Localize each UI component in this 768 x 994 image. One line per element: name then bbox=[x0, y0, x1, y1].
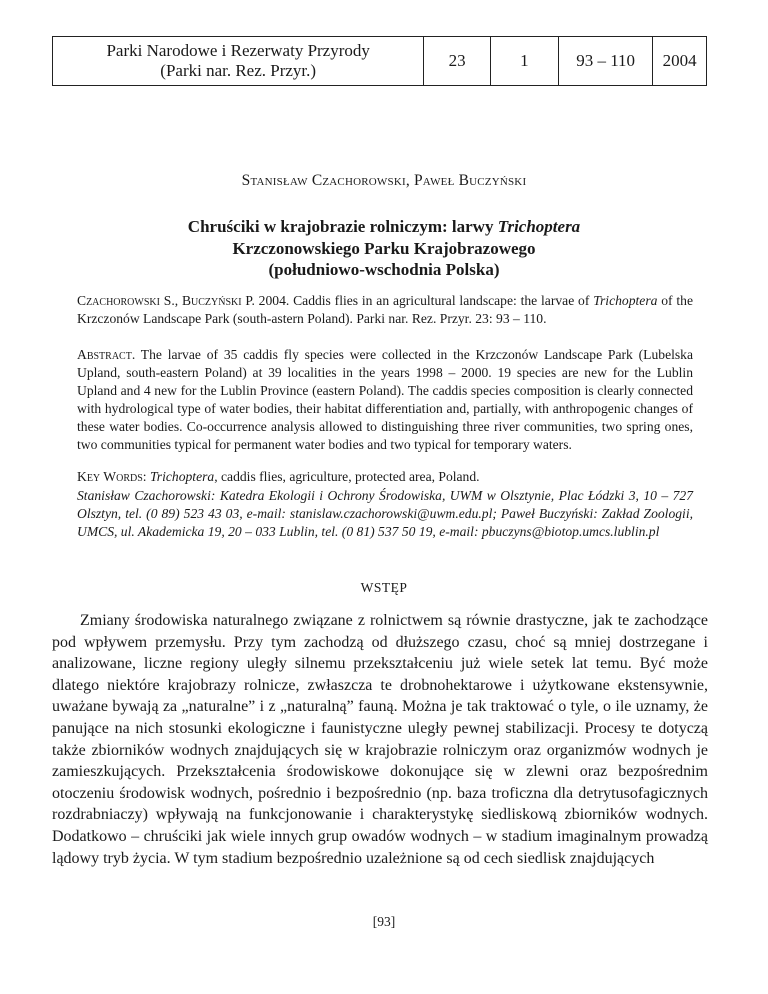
abstract-label: Abstract. bbox=[77, 347, 136, 362]
title-line-1: Chruściki w krajobrazie rolniczym: larwy Trichoptera bbox=[187, 217, 581, 236]
title-taxon: Trichoptera bbox=[497, 217, 581, 236]
citation: Czachorowski S., Buczyński P. 2004. Caddis flies in an agricultural landscape: the larvae of Trichoptera of the Krzczonów Landscape Park (south-astern Poland). Parki nar. Rez. Przyr. 23: 93 – 110. bbox=[77, 293, 693, 326]
abstract bbox=[77, 346, 693, 454]
keywords-label: Key Words: bbox=[77, 469, 147, 484]
issue-cell: 1 bbox=[490, 37, 558, 86]
abstract-text: The larvae of 35 caddis fly species were collected in the Krzczonów Landscape Park (Lubelska Upland, south-eastern Poland) at 39 localities in the years 1998 – 2000. 19 species are new for the Lublin Upland and 4 new for the Lublin Province (eastern Poland). The caddis species composition is clearly connected with hydrological type of water bodies, their habitat differentiation and, partially, with anthropogenic changes of these water bodies. Co-occurrence analysis allowed to distinguishing three river communities, two spring ones, two communities typical for permanent water bodies and two typical for temporary waters. bbox=[77, 347, 693, 452]
keywords-taxon: Trichoptera bbox=[150, 469, 215, 484]
journal-abbrev: (Parki nar. Rez. Przyr.) bbox=[160, 61, 317, 80]
citation-authors: Czachorowski S., Buczyński P. bbox=[77, 293, 255, 308]
journal-name-cell bbox=[53, 37, 424, 86]
article-title bbox=[0, 216, 768, 281]
title-line-3: (południowo-wschodnia Polska) bbox=[268, 260, 500, 279]
authors-line: Stanisław Czachorowski, Paweł Buczyński bbox=[241, 172, 527, 189]
section-heading: WSTĘP bbox=[360, 580, 408, 595]
journal-name: Parki Narodowe i Rezerwaty Przyrody bbox=[106, 41, 370, 60]
keywords bbox=[77, 468, 693, 486]
keywords-text: , caddis flies, agriculture, protected area, Poland. bbox=[214, 469, 480, 484]
title-line-2: Krzczonowskiego Parku Krajobrazowego bbox=[232, 238, 536, 258]
body-paragraph: Zmiany środowiska naturalnego związane z rolnictwem są równie drastyczne, jak te zachodzące pod wpływem przemysłu. Przy tym zachodzą od dłuższego czasu, choć są mniej dostrzegane i analizowane, liczne regiony uległy silnemu przekształceniu już wiele setek lat temu. Być może dlatego niektóre krajobrazy rolnicze, zwłaszcza te drobnohektarowe i użytkowane ekstensywnie, uważane bywają za „naturalne” i z „naturalną” fauną. Można je tak traktować o tyle, o ile uznamy, że panujące na nich stosunki ekologiczne i faunistyczne uległy pewnej stabilizacji. Procesy te dotyczą także zbiorników wodnych znajdujących się w krajobrazie rolniczym oraz organizmów wodnych je zamieszkujących. Przekształcenia środowiskowe dokonujące się w zlewni oraz bezpośrednim otoczeniu środowisk wodnych, pośrednio i bezpośrednio (np. baza troficzna dla detrytusofagicznych rozdrabniaczy) wpływają na funkcjonowanie i charakterystykę siedliskową zbiorników wodnych. Dodatkowo – chruściki jak wiele innych grup owadów wodnych – w stadium imaginalnym prowadzą lądowy tryb życia. W tym stadium bezpośrednio uzależnione są od cech siedlisk znajdujących bbox=[52, 612, 708, 867]
citation-taxon: Trichoptera bbox=[593, 293, 658, 308]
author-addresses: Stanisław Czachorowski: Katedra Ekologii i Ochrony Środowiska, UWM w Olsztynie, Plac Łódzki 3, 10 – 727 Olsztyn, tel. (0 89) 523 43 03, e-mail: stanislaw.czachorowski@uwm.edu.pl; Paweł Buczyński: Zakład Zoologii, UMCS, ul. Akademicka 19, 20 – 033 Lublin, tel. (0 81) 537 50 19, e-mail: pbuczyns@biotop.umcs.lublin.pl bbox=[77, 488, 693, 539]
pages-cell: 93 – 110 bbox=[559, 37, 653, 86]
journal-header-table bbox=[52, 36, 707, 86]
year-cell: 2004 bbox=[653, 37, 707, 86]
page-number: [93] bbox=[372, 914, 396, 929]
volume-cell: 23 bbox=[424, 37, 490, 86]
